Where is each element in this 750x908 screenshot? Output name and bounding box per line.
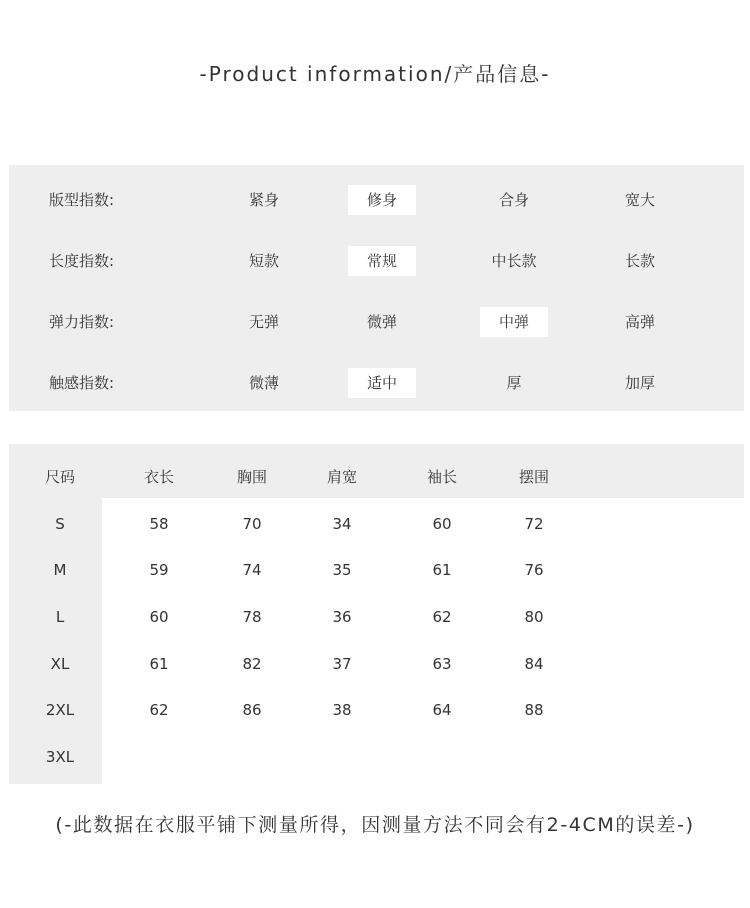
index-row-length bbox=[9, 246, 744, 276]
size-label: M bbox=[53, 561, 67, 579]
table-cell: 36 bbox=[332, 608, 352, 626]
size-column-bg bbox=[9, 498, 102, 784]
table-cell: 86 bbox=[242, 701, 262, 719]
index-option-selected: 适中 bbox=[348, 368, 416, 398]
header-hem: 摆围 bbox=[518, 468, 549, 486]
table-cell: 60 bbox=[432, 515, 452, 533]
table-cell bbox=[301, 745, 383, 769]
table-cell: 76 bbox=[524, 561, 544, 579]
table-cell: 60 bbox=[149, 608, 169, 626]
index-option: 无弹 bbox=[248, 313, 279, 331]
table-cell: 62 bbox=[149, 701, 169, 719]
index-option: 宽大 bbox=[624, 191, 655, 209]
table-cell bbox=[118, 745, 200, 769]
header-shoulder: 肩宽 bbox=[326, 468, 357, 486]
index-option-selected: 中弹 bbox=[480, 307, 548, 337]
table-cell: 37 bbox=[332, 655, 352, 673]
table-cell: 64 bbox=[432, 701, 452, 719]
size-label: 2XL bbox=[45, 701, 75, 719]
index-option: 长款 bbox=[624, 252, 655, 270]
header-length: 衣长 bbox=[143, 468, 174, 486]
index-option: 加厚 bbox=[624, 374, 655, 392]
table-cell: 59 bbox=[149, 561, 169, 579]
table-cell bbox=[493, 745, 575, 769]
table-cell: 88 bbox=[524, 701, 544, 719]
index-row-fit bbox=[9, 185, 744, 215]
index-option: 合身 bbox=[498, 191, 529, 209]
table-cell: 62 bbox=[432, 608, 452, 626]
measurement-note: (-此数据在衣服平铺下测量所得，因测量方法不同会有2-4CM的误差-) bbox=[55, 814, 695, 836]
table-cell bbox=[401, 745, 483, 769]
table-cell: 35 bbox=[332, 561, 352, 579]
table-cell: 82 bbox=[242, 655, 262, 673]
size-label: 3XL bbox=[45, 748, 75, 766]
index-option: 微薄 bbox=[248, 374, 279, 392]
index-option-selected: 常规 bbox=[348, 246, 416, 276]
index-option: 短款 bbox=[248, 252, 279, 270]
table-cell bbox=[211, 745, 293, 769]
index-option: 微弹 bbox=[366, 313, 397, 331]
table-cell: 61 bbox=[149, 655, 169, 673]
page-title: -Product information/产品信息- bbox=[199, 62, 551, 86]
table-cell: 63 bbox=[432, 655, 452, 673]
index-option: 高弹 bbox=[624, 313, 655, 331]
size-label: S bbox=[55, 515, 65, 533]
table-cell: 38 bbox=[332, 701, 352, 719]
index-option: 厚 bbox=[506, 374, 522, 392]
table-cell: 74 bbox=[242, 561, 262, 579]
table-cell: 84 bbox=[524, 655, 544, 673]
index-label: 弹力指数: bbox=[49, 313, 115, 331]
header-chest: 胸围 bbox=[236, 468, 267, 486]
table-cell: 78 bbox=[242, 608, 262, 626]
index-label: 版型指数: bbox=[49, 191, 115, 209]
index-option: 中长款 bbox=[491, 252, 537, 270]
table-cell: 80 bbox=[524, 608, 544, 626]
table-cell: 72 bbox=[524, 515, 544, 533]
size-label: XL bbox=[50, 655, 70, 673]
index-row-feel bbox=[9, 368, 744, 398]
product-index-panel bbox=[9, 165, 744, 411]
header-sleeve: 袖长 bbox=[426, 468, 457, 486]
table-cell: 58 bbox=[149, 515, 169, 533]
table-cell: 70 bbox=[242, 515, 262, 533]
table-cell: 34 bbox=[332, 515, 352, 533]
index-option: 紧身 bbox=[248, 191, 279, 209]
index-row-elasticity bbox=[9, 307, 744, 337]
index-label: 触感指数: bbox=[49, 374, 115, 392]
header-size: 尺码 bbox=[44, 468, 75, 486]
index-option-selected: 修身 bbox=[348, 185, 416, 215]
table-cell: 61 bbox=[432, 561, 452, 579]
index-label: 长度指数: bbox=[49, 252, 115, 270]
size-label: L bbox=[55, 608, 65, 626]
